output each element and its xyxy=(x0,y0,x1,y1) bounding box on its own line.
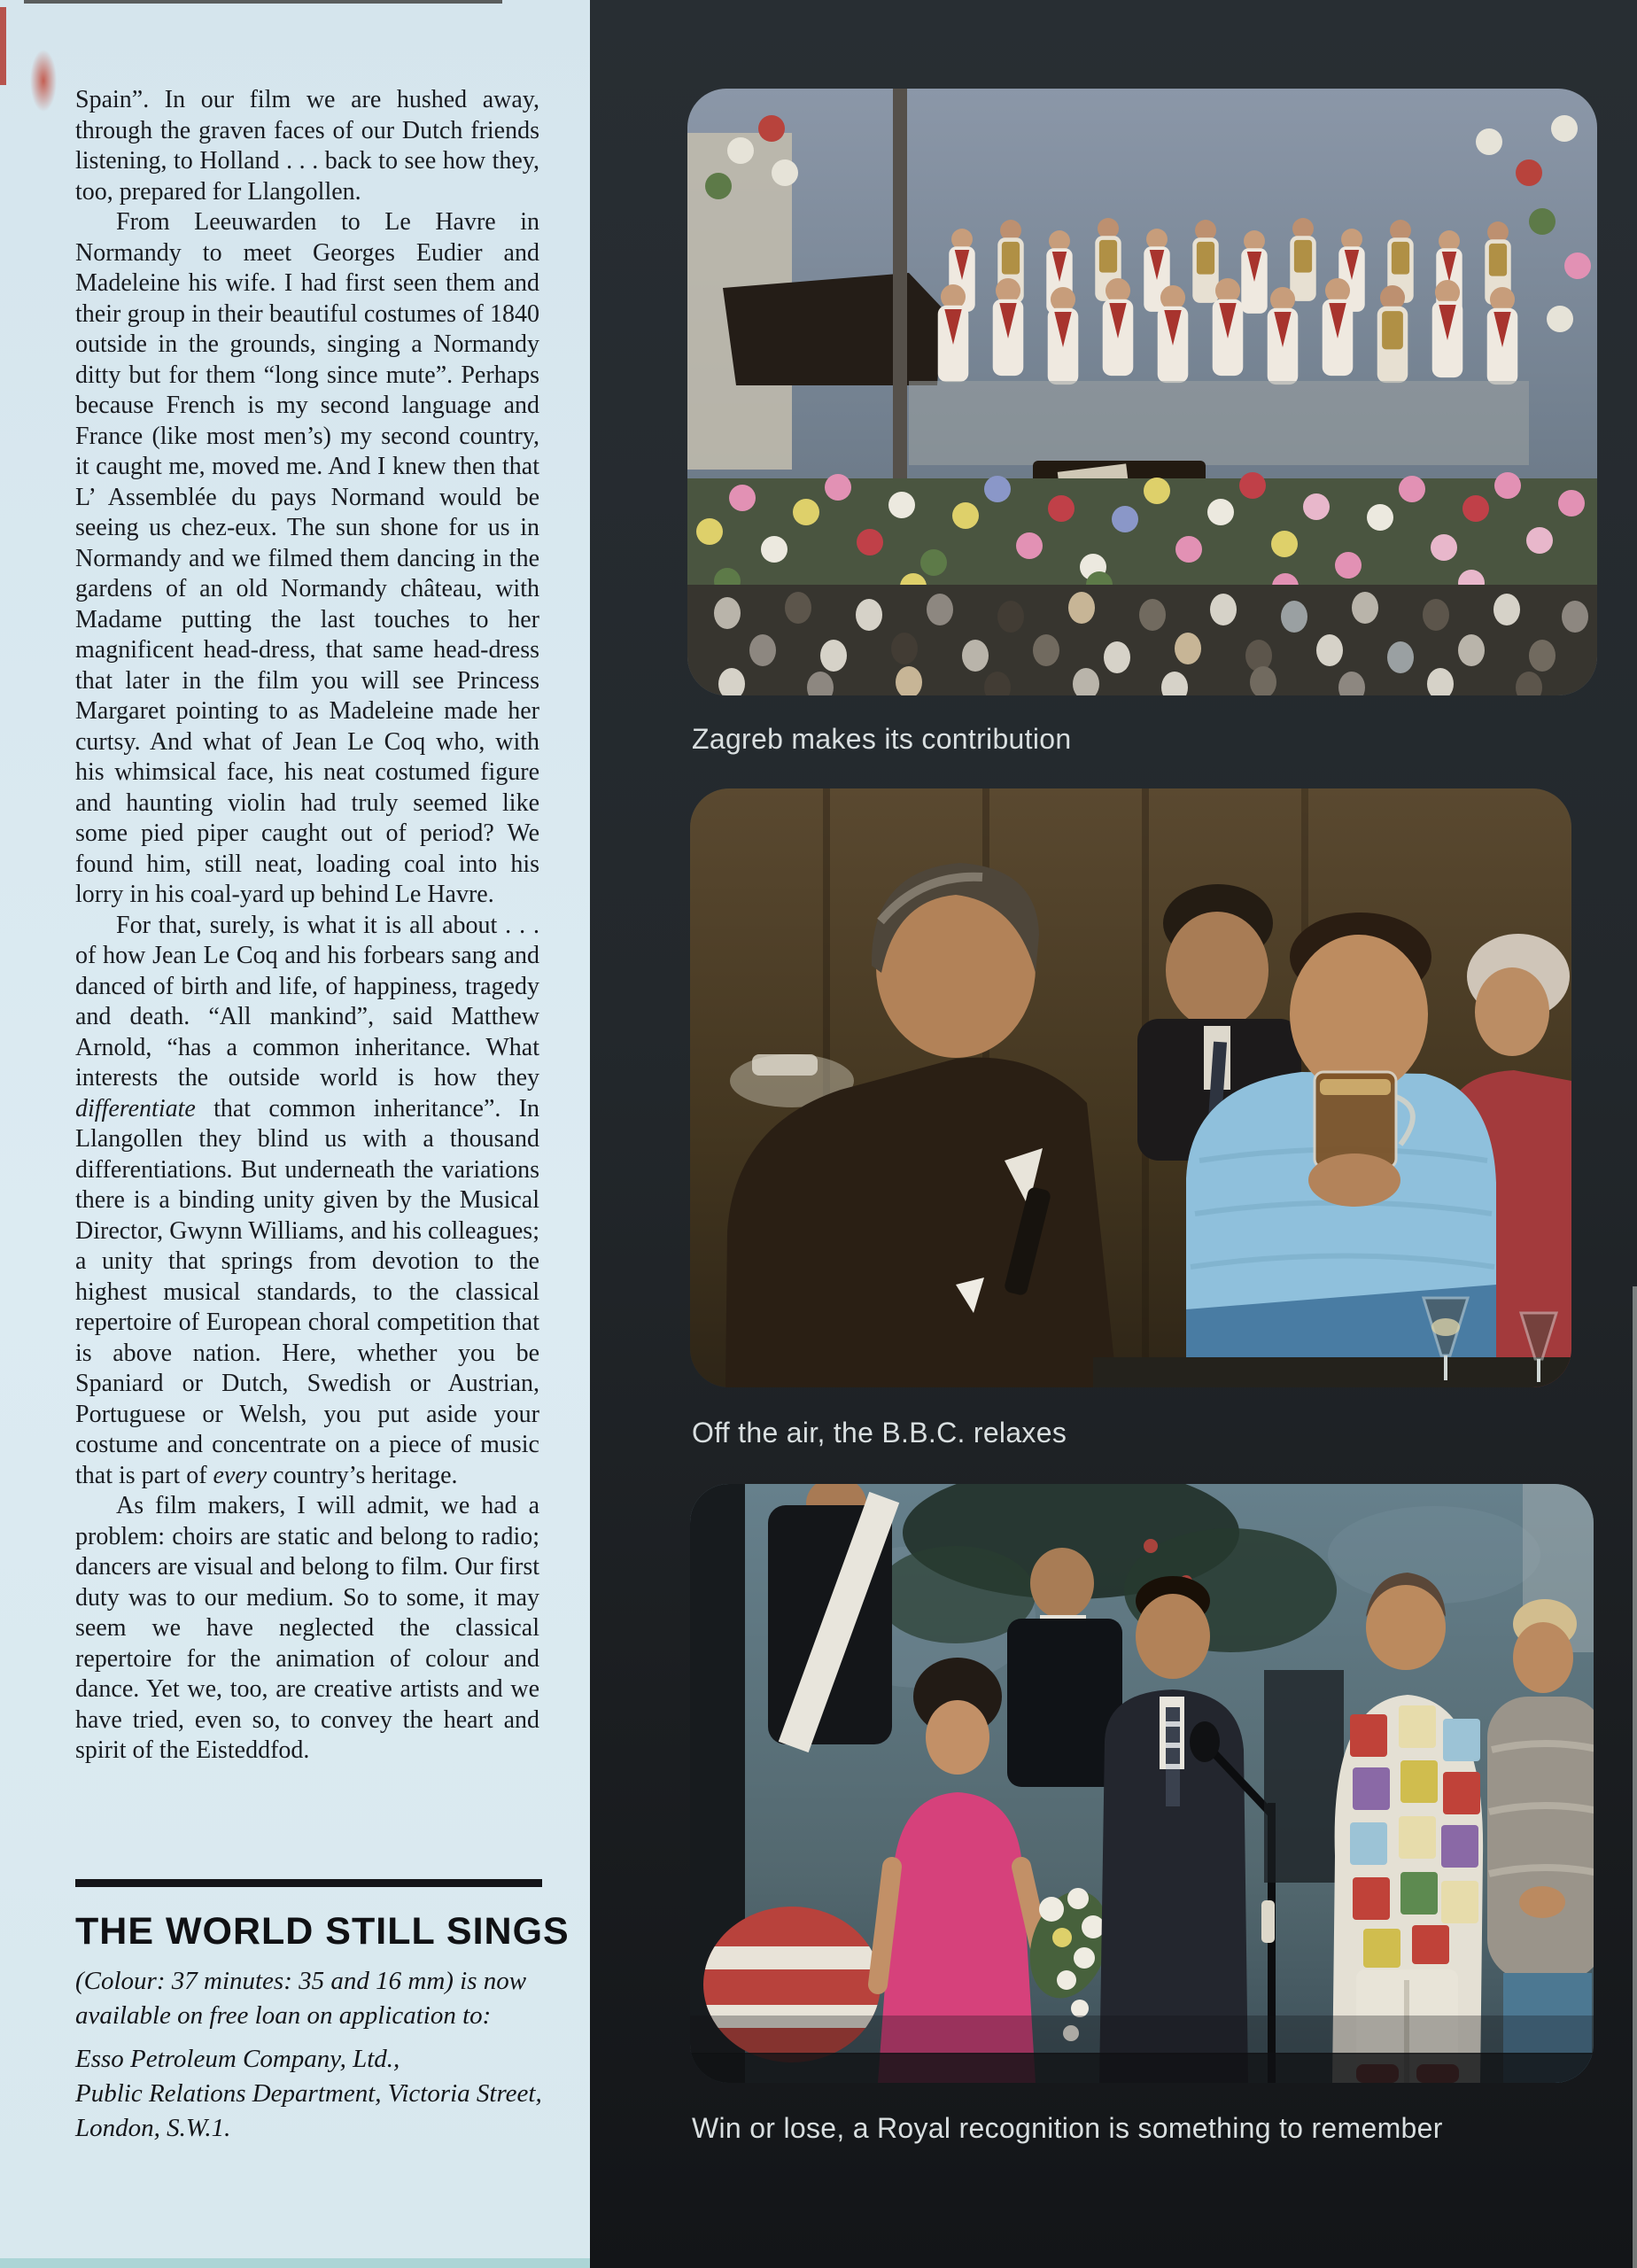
scan-right-edge xyxy=(1633,1286,1637,2268)
flower-bank xyxy=(687,472,1597,602)
film-details xyxy=(75,1964,542,2146)
page-bottom-tint xyxy=(0,2258,590,2268)
article-paragraphs xyxy=(75,85,539,1767)
film-line: Esso Petroleum Company, Ltd., xyxy=(75,2045,400,2073)
film-line: (Colour: 37 minutes: 35 and 16 mm) is now available on free loan on application to: xyxy=(75,1967,527,2030)
photo-zagreb-choir xyxy=(687,89,1597,695)
article-paragraph: As film makers, I will admit, we had a problem: choirs are static and belong to radio; dancers are visual and belong to film. Our first duty was to our medium. So to some, it may seem we have neglected the classical repertoire for the animation of colour and dance. Yet we, too, are creative artists and we have tried, even so, to convey the heart and spirit of the Eisteddfod. xyxy=(75,1492,539,1764)
zagreb-photo-illustration xyxy=(687,89,1597,695)
photo-bbc-relaxes xyxy=(690,788,1571,1387)
scan-top-edge xyxy=(24,0,502,4)
divider-rule xyxy=(75,1879,542,1887)
photo-caption: Win or lose, a Royal recognition is something to remember xyxy=(692,2112,1443,2144)
audience xyxy=(687,585,1597,695)
film-info-block xyxy=(75,1879,570,2146)
article-paragraph: Spain”. In our film we are hushed away, through the graven faces of our Dutch friends listening, to Holland . . . back to see how they, too, prepared for Llangollen. xyxy=(75,86,539,206)
photo-caption: Zagreb makes its contribution xyxy=(692,723,1072,755)
article-paragraph: For that, surely, is what it is all about . . . of how Jean Le Coq and his forbears sang and danced of birth and life, of happiness, tragedy and death. “All mankind”, said Matthew Arnold, “has a common inheritance. What interests the outside world is how they differentiate that common inheritance”. In Llangollen they blind us with a thousand differentiations. But underneath the variations there is a binding unity given by the Musical Director, Gwynn Williams, and his colleagues; a unity that springs from devotion to the highest musical standards, to the classical repertoire of European choral competition that is above nation. Here, whether you be Spaniard or Dutch, Swedish or Austrian, Portuguese or Welsh, you put aside your costume and concentrate on a piece of music that is part of every country’s heritage. xyxy=(75,911,539,1489)
bbc-photo-illustration xyxy=(690,788,1571,1387)
page-edge-mark xyxy=(0,7,6,85)
royal-photo-illustration xyxy=(690,1484,1594,2083)
article-paragraph: From Leeuwarden to Le Havre in Normandy to meet Georges Eudier and Madeleine his wife. I had first seen them and their group in their beautiful costumes of 1840 outside in the grounds, singing a Normandy ditty but for them “long since mute”. Perhaps because French is my second language and France (like most men’s) my second country, it caught me, moved me. And I knew then that L’ Assemblée du pays Normand would be seeing us chez-eux. The sun shone for us in Normandy and we filmed them dancing in the gardens of an old Normandy château, with Madame putting the last touches to her magnificent head-dress, that same head-dress that later in the film you will see Princess Margaret pointing to as Madeleine made her curtsy. And what of Jean Le Coq who, with his whimsical face, his neat costumed figure and haunting violin had truly seemed like some pied piper caught out of period? We found him, still neat, loading coal into his lorry in his coal-yard up behind Le Havre. xyxy=(75,208,539,908)
film-title: THE WORLD STILL SINGS xyxy=(75,1910,570,1953)
photo-royal-recognition xyxy=(690,1484,1594,2083)
film-line: Public Relations Department, Victoria Street, xyxy=(75,2079,542,2108)
photo-caption: Off the air, the B.B.C. relaxes xyxy=(692,1417,1067,1449)
man-with-sash xyxy=(768,1484,899,1752)
film-line: London, S.W.1. xyxy=(75,2114,231,2142)
ink-smudge xyxy=(30,50,57,112)
